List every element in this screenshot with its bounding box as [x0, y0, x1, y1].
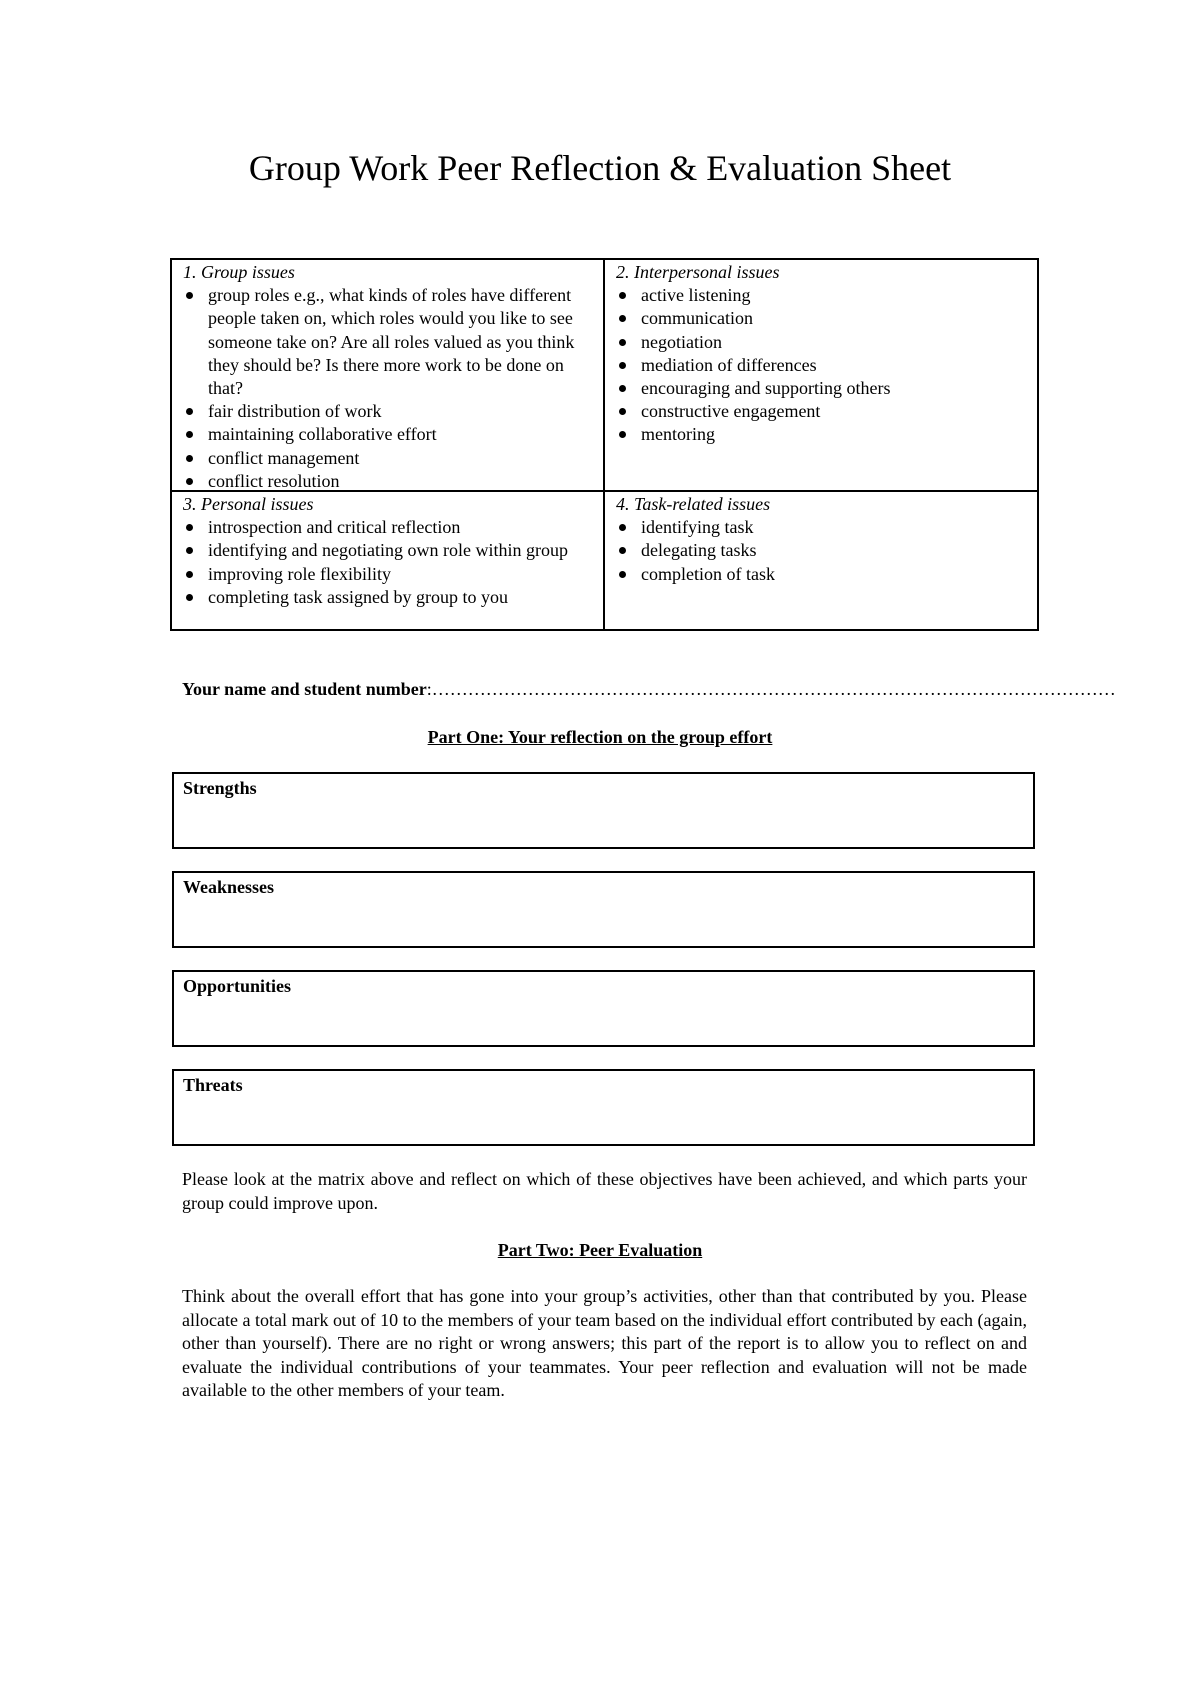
bullet-list [616, 516, 1029, 586]
list-item: constructive engagement [616, 400, 1029, 423]
list-item: introspection and critical reflection [183, 516, 595, 539]
threats-label: Threats [183, 1075, 243, 1095]
list-item: mentoring [616, 423, 1029, 446]
bullet-list [616, 284, 1029, 446]
part-two-heading: Part Two: Peer Evaluation [497, 1240, 703, 1260]
list-item: identifying and negotiating own role within group [183, 539, 595, 562]
weaknesses-label: Weaknesses [183, 877, 275, 897]
list-item: conflict resolution [183, 470, 595, 493]
weaknesses-box[interactable] [172, 871, 1035, 948]
list-item: conflict management [183, 447, 595, 470]
list-item: completing task assigned by group to you [183, 586, 595, 609]
list-item: identifying task [616, 516, 1029, 539]
list-item: active listening [616, 284, 1029, 307]
matrix-cell-heading: 3. Personal issues [183, 494, 314, 514]
matrix-cell-personal-issues [172, 492, 605, 629]
matrix-cell-heading: 4. Task-related issues [616, 494, 771, 514]
name-student-number-field[interactable] [182, 677, 1116, 701]
list-item: improving role flexibility [183, 563, 595, 586]
list-item: communication [616, 307, 1029, 330]
list-item: group roles e.g., what kinds of roles have different people taken on, which roles would you like to see someone take on? Are all roles valued as you think they should be? Is there more work to be done on that? [183, 284, 595, 400]
list-item: fair distribution of work [183, 400, 595, 423]
part-one-instruction: Please look at the matrix above and reflect on which of these objectives have been achieved, and which parts your group could improve upon. [182, 1169, 1027, 1213]
list-item: negotiation [616, 331, 1029, 354]
strengths-label: Strengths [183, 778, 257, 798]
name-field-dotted-line: :…………………………………………………………………………………………………… [426, 679, 1116, 699]
bullet-list [183, 516, 595, 609]
threats-box[interactable] [172, 1069, 1035, 1146]
matrix-cell-task-related-issues [605, 492, 1037, 629]
name-field-label: Your name and student number [182, 679, 427, 699]
list-item: completion of task [616, 563, 1029, 586]
page-title: Group Work Peer Reflection & Evaluation Sheet [248, 148, 952, 188]
opportunities-label: Opportunities [183, 976, 292, 996]
part-two-text: Think about the overall effort that has gone into your group’s activities, other than that contributed by you. Please allocate a total mark out of 10 to the members of your team based on the individual effort contributed by each (again, other than yourself). There are no right or wrong answers; this part of the report is to allow you to reflect on and evaluate the individual contributions of your teammates. Your peer reflection and evaluation will not be made available to the other members of your team. [182, 1286, 1027, 1400]
opportunities-box[interactable] [172, 970, 1035, 1047]
bullet-list [183, 284, 595, 493]
list-item: mediation of differences [616, 354, 1029, 377]
issues-matrix [170, 258, 1039, 631]
part-one-heading: Part One: Your reflection on the group effort [427, 727, 773, 747]
strengths-box[interactable] [172, 772, 1035, 849]
matrix-cell-group-issues [172, 260, 605, 492]
list-item: encouraging and supporting others [616, 377, 1029, 400]
matrix-cell-interpersonal-issues [605, 260, 1037, 492]
matrix-cell-heading: 1. Group issues [183, 262, 295, 282]
matrix-cell-heading: 2. Interpersonal issues [616, 262, 780, 282]
list-item: delegating tasks [616, 539, 1029, 562]
list-item: maintaining collaborative effort [183, 423, 595, 446]
